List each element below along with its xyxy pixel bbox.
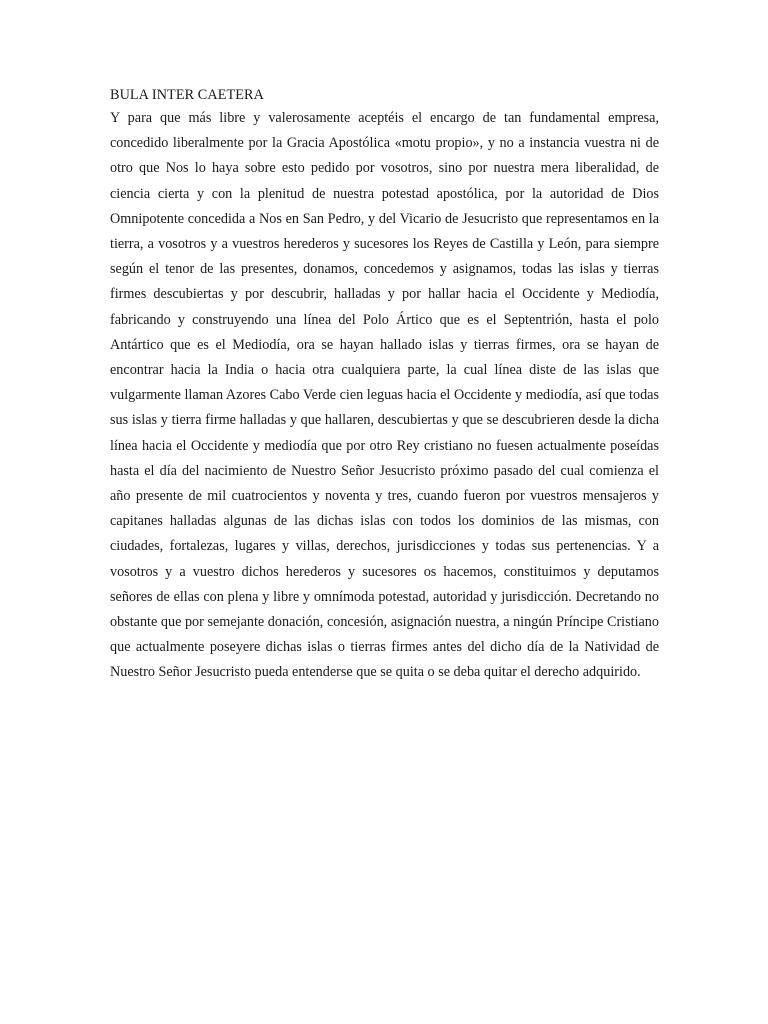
document-content xyxy=(110,84,659,686)
document-body-paragraph: Y para que más libre y valerosamente aceptéis el encargo de tan fundamental empresa, concedido liberalmente por la Gracia Apostólica «motu propio», y no a instancia vuestra ni de otro que Nos lo haya sobre esto pedido por vosotros, sino por nuestra mera liberalidad, de ciencia cierta y con la plenitud de nuestra potestad apostólica, por la autoridad de Dios Omnipotente concedida a Nos en San Pedro, y del Vicario de Jesucristo que representamos en la tierra, a vosotros y a vuestros herederos y sucesores los Reyes de Castilla y León, para siempre según el tenor de las presentes, donamos, concedemos y asignamos, todas las islas y tierras firmes descubiertas y por descubrir, halladas y por hallar hacia el Occidente y Mediodía, fabricando y construyendo una línea del Polo Ártico que es el Septentrión, hasta el polo Antártico que es el Mediodía, ora se hayan hallado islas y tierras firmes, ora se hayan de encontrar hacia la India o hacia otra cualquiera parte, la cual línea diste de las islas que vulgarmente llaman Azores Cabo Verde cien leguas hacia el Occidente y mediodía, así que todas sus islas y tierra firme halladas y que hallaren, descubiertas y que se descubrieren desde la dicha línea hacia el Occidente y mediodía que por otro Rey cristiano no fuesen actualmente poseídas hasta el día del nacimiento de Nuestro Señor Jesucristo próximo pasado del cual comienza el año presente de mil cuatrocientos y noventa y tres, cuando fueron por vuestros mensajeros y capitanes halladas algunas de las dichas islas con todos los dominios de las mismas, con ciudades, fortalezas, lugares y villas, derechos, jurisdicciones y todas sus pertenencias. Y a vosotros y a vuestro dichos herederos y sucesores os hacemos, constituimos y deputamos señores de ellas con plena y libre y omnímoda potestad, autoridad y jurisdicción. Decretando no obstante que por semejante donación, concesión, asignación nuestra, a ningún Príncipe Cristiano que actualmente poseyere dichas islas o tierras firmes antes del dicho día de la Natividad de Nuestro Señor Jesucristo pueda entenderse que se quita o se deba quitar el derecho adquirido. xyxy=(110,110,659,681)
document-title: BULA INTER CAETERA xyxy=(110,87,264,103)
